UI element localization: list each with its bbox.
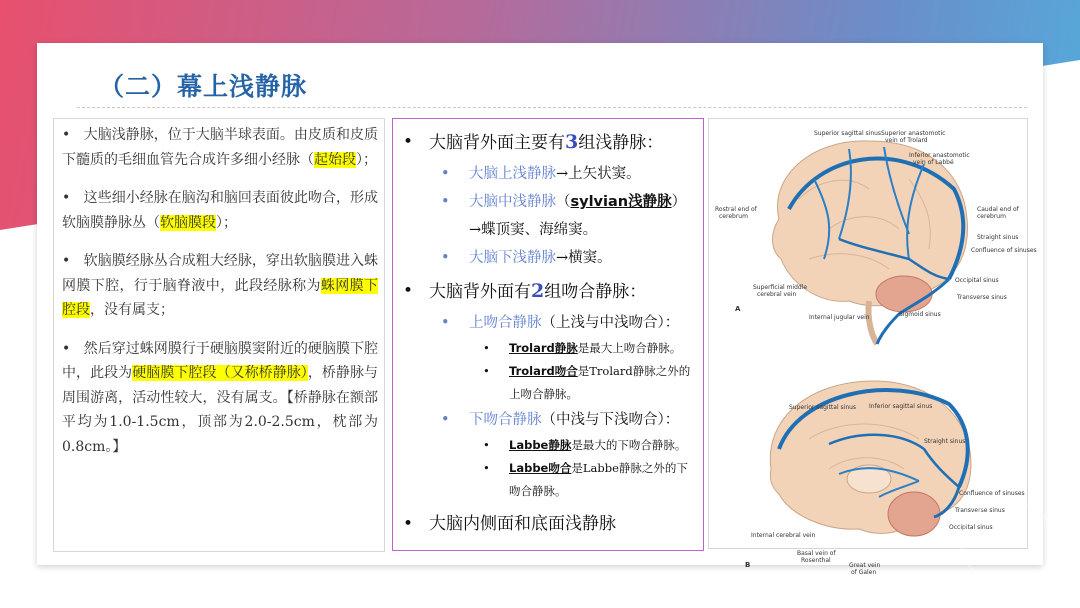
svg-text:Rosenthal: Rosenthal	[801, 557, 831, 564]
item-superior-vein: • 大脑上浅静脉→上矢状窦。	[441, 166, 641, 182]
svg-text:Superficial middle: Superficial middle	[753, 284, 808, 291]
svg-text:Superior sagittal sinus: Superior sagittal sinus	[789, 404, 857, 411]
svg-text:Caudal end of: Caudal end of	[977, 206, 1019, 213]
svg-text:vein of Trolard: vein of Trolard	[885, 137, 928, 144]
svg-text:Transverse sinus: Transverse sinus	[957, 294, 1007, 301]
svg-text:Inferior anastomotic: Inferior anastomotic	[909, 152, 970, 159]
svg-text:Transverse sinus: Transverse sinus	[955, 507, 1005, 514]
svg-text:Great vein: Great vein	[849, 562, 881, 569]
paragraph-subdural: • 然后穿过蛛网膜行于硬脑膜窦附近的硬脑膜下腔中，此段为硬脑膜下腔段（又称桥静脉），桥静脉与周围游离，活动性较大，没有属支。【桥静脉在额部平均为1.0-1.5cm，顶部为2.0-2.5cm，枕部为0.8cm。】	[62, 340, 379, 455]
svg-text:Rostral end of: Rostral end of	[715, 206, 757, 213]
heading-two-anastomotic: • 大脑背外面有2组吻合静脉：	[403, 280, 647, 302]
svg-text:Inferior sagittal sinus: Inferior sagittal sinus	[869, 403, 933, 410]
paragraph-origin: • 大脑浅静脉，位于大脑半球表面。由皮质和皮质下髓质的毛细血管先合成许多细小经脉（起始段）；	[62, 127, 378, 168]
svg-text:Occipital sinus: Occipital sinus	[949, 524, 993, 531]
svg-text:Internal cerebral vein: Internal cerebral vein	[751, 532, 816, 539]
paragraph-subarachnoid: • 软脑膜经脉丛合成粗大经脉，穿出软脑膜进入蛛网膜下腔，行于脑脊液中，此段经脉称为蛛网膜下腔段，没有属支；	[62, 253, 379, 318]
svg-text:Sigmoid sinus: Sigmoid sinus	[899, 311, 941, 318]
heading-three-groups: • 大脑背外面主要有3组浅静脉：	[403, 131, 664, 153]
highlight-term: 硬脑膜下腔段（又称桥静脉）	[132, 365, 308, 381]
highlight-term: 起始段	[314, 151, 356, 168]
item-trolard-anastomosis: • Trolard吻合是Trolard静脉之外的上吻合静脉。	[483, 364, 691, 401]
item-inferior-vein: • 大脑下浅静脉→横窦。	[441, 250, 612, 266]
svg-text:cerebrum: cerebrum	[719, 213, 748, 220]
svg-text:Occipital sinus: Occipital sinus	[955, 277, 999, 284]
svg-text:Basal vein of: Basal vein of	[797, 550, 836, 557]
page-title: （二）幕上浅静脉	[99, 72, 308, 101]
paragraph-pial: • 这些细小经脉在脑沟和脑回表面彼此吻合，形成软脑膜静脉丛（软脑膜段）；	[62, 190, 378, 231]
svg-text:Straight sinus: Straight sinus	[924, 438, 966, 445]
svg-text:B: B	[745, 561, 751, 569]
svg-text:Confluence of sinuses: Confluence of sinuses	[971, 247, 1037, 254]
middle-outline-panel	[392, 118, 704, 551]
svg-text:vein of Labbé: vein of Labbé	[913, 159, 954, 166]
svg-text:Confluence of sinuses: Confluence of sinuses	[959, 490, 1025, 497]
left-text-panel	[53, 118, 385, 552]
item-lower-anastomotic: • 下吻合静脉（中浅与下浅吻合）：	[441, 412, 680, 428]
item-labbe-anastomosis: • Labbe吻合是Labbe静脉之外的下吻合静脉。	[483, 461, 688, 498]
title-divider	[77, 107, 1027, 108]
anatomy-figure-panel	[708, 118, 1037, 576]
svg-text:A: A	[735, 305, 741, 313]
brain-veins-figure	[709, 119, 1037, 576]
svg-text:Superior sagittal sinus: Superior sagittal sinus	[814, 130, 882, 137]
svg-text:of Galen: of Galen	[851, 569, 877, 576]
svg-text:Straight sinus: Straight sinus	[977, 234, 1019, 241]
item-trolard-vein: • Trolard静脉是最大上吻合静脉。	[483, 341, 682, 355]
slide-card	[37, 43, 1043, 576]
item-upper-anastomotic: • 上吻合静脉（上浅与中浅吻合）：	[441, 315, 680, 331]
highlight-term: 软脑膜段	[160, 214, 216, 231]
figure-a-lateral-view	[715, 130, 1037, 344]
item-middle-vein: • 大脑中浅静脉（sylvian浅静脉） →蝶顶窦、海绵窦。	[441, 194, 687, 238]
svg-text:cerebrum: cerebrum	[977, 213, 1006, 220]
item-labbe-vein: • Labbe静脉是最大的下吻合静脉。	[483, 438, 687, 452]
heading-medial-basal: • 大脑内侧面和底面浅静脉	[403, 514, 616, 534]
watermark-logo	[960, 500, 1056, 586]
highlight-term: 蛛网膜下腔段	[62, 277, 379, 318]
svg-text:Superior anastomotic: Superior anastomotic	[881, 130, 946, 137]
svg-text:Internal jugular vein: Internal jugular vein	[809, 314, 870, 321]
svg-text:cerebral vein: cerebral vein	[757, 291, 797, 298]
